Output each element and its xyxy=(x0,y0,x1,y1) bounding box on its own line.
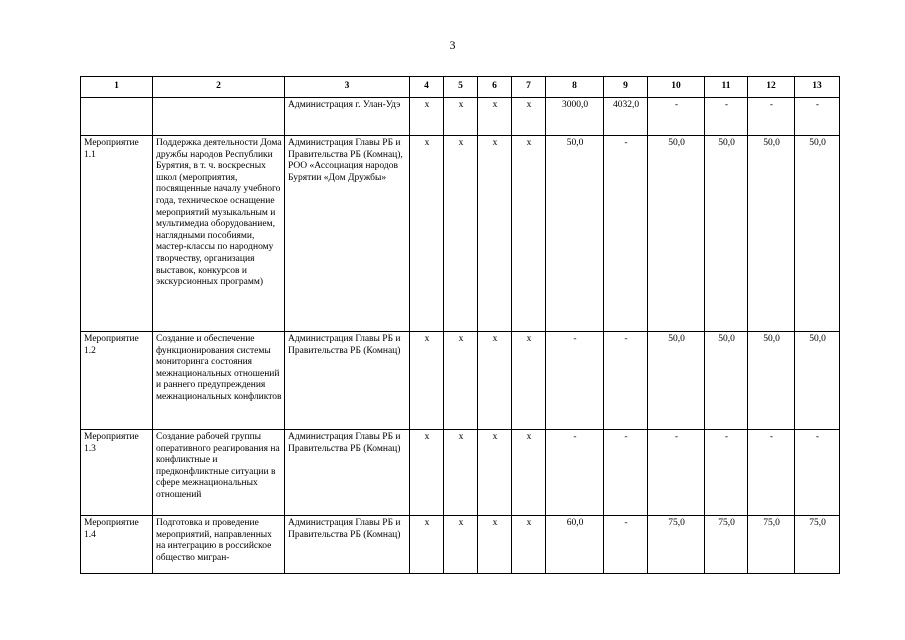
value-cell: 50,0 xyxy=(546,136,604,332)
header-cell: 4 xyxy=(410,77,444,98)
header-cell: 8 xyxy=(546,77,604,98)
value-cell: - xyxy=(748,430,795,516)
value-cell: х xyxy=(410,98,444,136)
event-id-cell: Мероприятие 1.4 xyxy=(81,516,153,574)
value-cell: - xyxy=(604,332,648,430)
header-cell: 11 xyxy=(705,77,748,98)
page-number: 3 xyxy=(449,38,456,52)
event-id-cell: Мероприятие 1.3 xyxy=(81,430,153,516)
header-cell: 10 xyxy=(648,77,705,98)
value-cell: - xyxy=(604,516,648,574)
event-description-cell: Создание рабочей группы оперативного реагирования на конфликтные и предконфликтные ситуации в сфере межнациональных отношений xyxy=(153,430,285,516)
value-cell: х xyxy=(444,136,478,332)
value-cell: - xyxy=(795,98,840,136)
event-description-cell: Поддержка деятельности Дома дружбы народов Республики Бурятия, в т. ч. воскресных школ (мероприятия, посвященные началу учебного года, техническое оснащение мероприятий музыкальным и мультимедиа оборудованием, наглядными пособиями, мастер-классы по народному творчеству, организация выставок, конкурсов и экскурсионных программ) xyxy=(153,136,285,332)
executor-cell: Администрация Главы РБ и Правительства РБ (Комнац), РОО «Ассоциация народов Бурятии «Дом Дружбы» xyxy=(285,136,410,332)
value-cell: 50,0 xyxy=(748,332,795,430)
header-cell: 9 xyxy=(604,77,648,98)
header-cell: 2 xyxy=(153,77,285,98)
table-row xyxy=(81,136,840,332)
value-cell: х xyxy=(478,98,512,136)
value-cell: 50,0 xyxy=(648,136,705,332)
value-cell: х xyxy=(512,136,546,332)
value-cell: 50,0 xyxy=(705,332,748,430)
value-cell: х xyxy=(410,430,444,516)
header-cell: 12 xyxy=(748,77,795,98)
value-cell: х xyxy=(410,332,444,430)
event-id-cell: Мероприятие 1.2 xyxy=(81,332,153,430)
event-description-cell: Создание и обеспечение функционирования системы мониторинга состояния межнациональных отношений и раннего предупреждения межнациональных конфликтов xyxy=(153,332,285,430)
header-cell: 7 xyxy=(512,77,546,98)
value-cell: х xyxy=(512,332,546,430)
value-cell: 75,0 xyxy=(705,516,748,574)
value-cell: 75,0 xyxy=(648,516,705,574)
value-cell: х xyxy=(478,136,512,332)
value-cell: - xyxy=(546,430,604,516)
value-cell: х xyxy=(512,430,546,516)
table-cell-empty xyxy=(153,98,285,136)
header-cell: 6 xyxy=(478,77,512,98)
value-cell: х xyxy=(444,98,478,136)
value-cell: х xyxy=(410,136,444,332)
value-cell: - xyxy=(705,98,748,136)
value-cell: х xyxy=(478,332,512,430)
value-cell: 3000,0 xyxy=(546,98,604,136)
value-cell: 50,0 xyxy=(795,136,840,332)
value-cell: - xyxy=(604,430,648,516)
table-cell-empty xyxy=(81,98,153,136)
header-cell: 1 xyxy=(81,77,153,98)
value-cell: - xyxy=(748,98,795,136)
header-cell: 13 xyxy=(795,77,840,98)
value-cell: х xyxy=(478,430,512,516)
value-cell: х xyxy=(444,332,478,430)
executor-cell: Администрация Главы РБ и Правительства РБ (Комнац) xyxy=(285,430,410,516)
value-cell: х xyxy=(444,516,478,574)
table-row xyxy=(81,332,840,430)
value-cell: 75,0 xyxy=(748,516,795,574)
value-cell: - xyxy=(648,430,705,516)
value-cell: х xyxy=(512,516,546,574)
value-cell: 50,0 xyxy=(705,136,748,332)
header-cell: 3 xyxy=(285,77,410,98)
executor-cell: Администрация Главы РБ и Правительства РБ (Комнац) xyxy=(285,516,410,574)
table-row xyxy=(81,98,840,136)
value-cell: - xyxy=(795,430,840,516)
value-cell: 50,0 xyxy=(795,332,840,430)
value-cell: - xyxy=(648,98,705,136)
value-cell: 75,0 xyxy=(795,516,840,574)
value-cell: 50,0 xyxy=(748,136,795,332)
executor-cell: Администрация Главы РБ и Правительства РБ (Комнац) xyxy=(285,332,410,430)
event-id-cell: Мероприятие 1.1 xyxy=(81,136,153,332)
table-row xyxy=(81,430,840,516)
value-cell: х xyxy=(410,516,444,574)
value-cell: х xyxy=(512,98,546,136)
value-cell: 50,0 xyxy=(648,332,705,430)
header-cell: 5 xyxy=(444,77,478,98)
value-cell: - xyxy=(604,136,648,332)
value-cell: 60,0 xyxy=(546,516,604,574)
value-cell: х xyxy=(478,516,512,574)
value-cell: х xyxy=(444,430,478,516)
header-row xyxy=(81,77,840,98)
program-table xyxy=(80,76,840,574)
executor-cell: Администрация г. Улан-Удэ xyxy=(285,98,410,136)
value-cell: - xyxy=(546,332,604,430)
event-description-cell: Подготовка и проведение мероприятий, направленных на интеграцию в российское общество мигран- xyxy=(153,516,285,574)
value-cell: - xyxy=(705,430,748,516)
table-row xyxy=(81,516,840,574)
value-cell: 4032,0 xyxy=(604,98,648,136)
